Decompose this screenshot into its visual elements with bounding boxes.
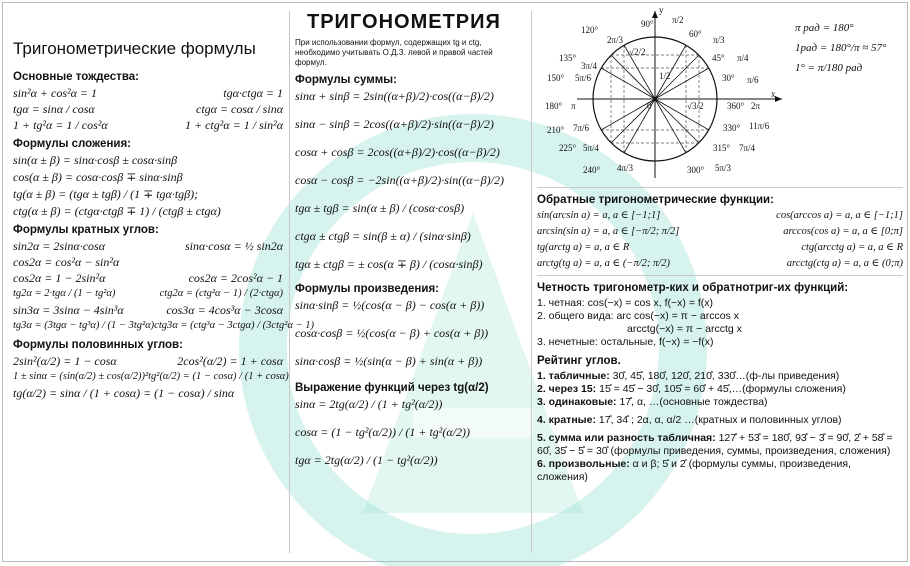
right-column xyxy=(531,3,909,561)
left-title: Тригонометрические формулы xyxy=(13,39,256,58)
angle-rad: 5π/3 xyxy=(715,163,732,173)
angle-deg: 210° xyxy=(547,125,565,135)
formula: tgα = sinα / cosα xyxy=(13,102,95,116)
formula: cos2α = 1 − 2sin²α xyxy=(13,271,106,285)
rating-item: 2. через 15: 15̊ = 45̊ − 30̊, 105̊ = 60̊ + 45̊,…(формулы сложения) xyxy=(537,383,846,395)
angle-rad: 5π/4 xyxy=(583,143,600,153)
angle-deg: 120° xyxy=(581,25,599,35)
axis-y-label: y xyxy=(659,5,664,15)
rating-item: 5. сумма или разность табличная: 127̊ + 53̊ = 180̊, 93̊ − 3̊ = 90̊, 2̊ + 58̊ = 60̊, 35̊ − 5̊ = 30̊ (формулы приведения, суммы, произведения, сложения) xyxy=(537,432,893,457)
angle-rad: 5π/6 xyxy=(575,73,592,83)
angle-deg: 135° xyxy=(559,53,577,63)
angle-rad: π/3 xyxy=(713,35,725,45)
value-label: 1/2 xyxy=(659,71,671,81)
page-title: ТРИГОНОМЕТРИЯ xyxy=(307,11,501,33)
angle-rad: 2π xyxy=(751,101,761,111)
formula: sinα·sinβ = ½(cos(α − β) − cos(α + β)) xyxy=(295,298,485,312)
angle-rad: 2π/3 xyxy=(607,35,624,45)
formula: cos(α ± β) = cosα·cosβ ∓ sinα·sinβ xyxy=(13,170,183,184)
formula: arctg(tg a) = a, a ∈ (−π/2; π/2) xyxy=(537,258,670,269)
formula: 1 + ctg²α = 1 / sin²α xyxy=(185,118,283,132)
formula: cosα + cosβ = 2cos((α+β)/2)·cos((α−β)/2) xyxy=(295,145,500,159)
value-label: √2/2 xyxy=(629,47,646,57)
formula: tg(α/2) = sinα / (1 + cosα) = (1 − cosα) / sinα xyxy=(13,386,235,400)
formula: tgα ± tgβ = sin(α ± β) / (cosα·cosβ) xyxy=(295,201,465,215)
formula: sin(arcsin a) = a, a ∈ [−1;1] xyxy=(537,210,661,221)
odz-note: При использовании формул, содержащих tg и ctg, необходимо учитывать О.Д.З. левой и правой частей формул. xyxy=(295,38,493,67)
formula: sinα = 2tg(α/2) / (1 + tg²(α/2)) xyxy=(295,397,443,411)
rating-item: 1. табличные: 30̊, 45̊, 180̊, 120̊, 210̊, 330̊…(ф-лы приведения) xyxy=(537,370,840,382)
section-heading: Формулы половинных углов: xyxy=(13,339,183,351)
angle-rad: 3π/4 xyxy=(581,61,598,71)
formula: ctg3α = (ctg³α − 3ctgα) / (3ctg²α − 1) xyxy=(154,320,314,331)
formula: ctg(α ± β) = (ctgα·ctgβ ∓ 1) / (ctgβ ± ctgα) xyxy=(13,204,221,218)
formula: cosα − cosβ = −2sin((α+β)/2)·sin((α−β)/2) xyxy=(295,173,504,187)
formula: tgα ± ctgβ = ± cos(α ∓ β) / (cosα·sinβ) xyxy=(295,257,483,271)
angle-units xyxy=(795,15,895,81)
angle-deg: 240° xyxy=(583,165,601,175)
formula: cos2α = 2cos²α − 1 xyxy=(188,271,283,285)
parity-line: 3. нечетные: остальные, f(−x) = −f(x) xyxy=(537,336,714,348)
formula: ctg2α = (ctg²α − 1) / (2·ctgα) xyxy=(159,288,283,299)
angle-deg: 45° xyxy=(712,53,725,63)
formula: arccos(cos a) = a, a ∈ [0;π] xyxy=(783,226,903,237)
formula: 1 + tg²α = 1 / cos²α xyxy=(13,118,108,132)
angle-deg: 330° xyxy=(723,123,741,133)
origin-label: 0 xyxy=(647,101,652,111)
formula: arcctg(ctg a) = a, a ∈ (0;π) xyxy=(786,258,903,269)
formula: cos3α = 4cos³α − 3cosα xyxy=(166,303,283,317)
formula: tgα·ctgα = 1 xyxy=(223,86,283,100)
unit-formula: 1° = π/180 рад xyxy=(795,62,863,74)
formula: 2cos²(α/2) = 1 + cosα xyxy=(177,354,283,368)
formula: sinα·cosβ = ½(sin(α − β) + sin(α + β)) xyxy=(295,354,483,368)
unit-circle-diagram xyxy=(537,3,787,183)
angle-rad: π xyxy=(571,101,576,111)
section-heading: Рейтинг углов. xyxy=(537,355,621,367)
section-heading: Формулы произведения: xyxy=(295,283,439,295)
section-heading: Выражение функций через tg(α/2) xyxy=(295,382,489,394)
formula: tg2α = 2·tgα / (1 − tg²α) xyxy=(13,288,116,299)
formula: tg²(α/2) = (1 − cosα) / (1 + cosα) xyxy=(148,371,289,382)
angle-deg: 30° xyxy=(722,73,735,83)
angle-deg: 150° xyxy=(547,73,565,83)
formula: cosα·cosβ = ½(cos(α − β) + cos(α + β)) xyxy=(295,326,489,340)
angle-deg: 360° xyxy=(727,101,745,111)
formula: ctgα = cosα / sinα xyxy=(196,102,283,116)
angle-deg: 180° xyxy=(545,101,563,111)
parity-line: arcctg(−x) = π − arcctg x xyxy=(627,323,742,335)
unit-formula: 1рад = 180°/π ≈ 57° xyxy=(795,42,887,54)
rating-item: 4. кратные: 17̊, 34̊ ; 2α, α, α/2 …(кратных и половинных углов) xyxy=(537,414,842,426)
formula: sinα − sinβ = 2cos((α+β)/2)·sin((α−β)/2) xyxy=(295,117,494,131)
formula: tgα = 2tg(α/2) / (1 − tg²(α/2)) xyxy=(295,453,438,467)
formula: sin(α ± β) = sinα·cosβ ± cosα·sinβ xyxy=(13,153,178,167)
formula: sin3α = 3sinα − 4sin³α xyxy=(13,303,124,317)
section-heading: Формулы суммы: xyxy=(295,74,397,86)
section-heading: Четность тригонометр-ких и обратнотриг-их функций: xyxy=(537,282,849,294)
angle-deg: 225° xyxy=(559,143,577,153)
formula: tg(α ± β) = (tgα ± tgβ) / (1 ∓ tgα·tgβ); xyxy=(13,187,199,201)
section-heading: Формулы сложения: xyxy=(13,138,132,150)
left-column xyxy=(3,3,314,561)
angle-rad: π/6 xyxy=(747,75,759,85)
formula: tg(arctg a) = a, a ∈ R xyxy=(537,242,630,253)
unit-formula: π рад = 180° xyxy=(795,22,854,34)
formula: sinα·cosα = ½ sin2α xyxy=(185,239,283,253)
angle-rad: 7π/4 xyxy=(739,143,756,153)
section-heading: Обратные тригонометрические функции: xyxy=(537,194,774,206)
section-heading: Формулы кратных углов: xyxy=(13,224,159,236)
rating-item: 6. произвольные: α и β; 5̊ и 2̊ (формулы суммы, произведения, сложения) xyxy=(537,458,851,483)
formula: cos(arccos a) = a, a ∈ [−1;1] xyxy=(776,210,903,221)
angle-rad: π/2 xyxy=(672,15,684,25)
angle-deg: 300° xyxy=(687,165,705,175)
formula: ctgα ± ctgβ = sin(β ± α) / (sinα·sinβ) xyxy=(295,229,471,243)
formula: tg3α = (3tgα − tg³α) / (1 − 3tg²α) xyxy=(13,320,155,331)
formula: sin²α + cos²α = 1 xyxy=(13,86,97,100)
formula: cosα = (1 − tg²(α/2)) / (1 + tg²(α/2)) xyxy=(295,425,471,439)
formula: sin2α = 2sinα·cosα xyxy=(13,239,105,253)
section-heading: Основные тождества: xyxy=(13,71,139,83)
angle-deg: 90° xyxy=(641,19,654,29)
angle-deg: 60° xyxy=(689,29,702,39)
angle-rad: 4π/3 xyxy=(617,163,634,173)
formula: arcsin(sin a) = a, a ∈ [−π/2; π/2] xyxy=(537,226,680,237)
formula: sinα + sinβ = 2sin((α+β)/2)·cos((α−β)/2) xyxy=(295,89,494,103)
parity-line: 2. общего вида: arc cos(−x) = π − arccos x xyxy=(537,310,739,322)
angle-rad: 7π/6 xyxy=(573,123,590,133)
formula: 2sin²(α/2) = 1 − cosα xyxy=(13,354,117,368)
value-label: √3/2 xyxy=(687,101,704,111)
axis-x-label: x xyxy=(771,89,776,99)
rating-item: 3. одинаковые: 17̊, α, …(основные тождества) xyxy=(537,396,768,408)
formula: 1 ± sinα = (sin(α/2) ± cos(α/2))² xyxy=(13,371,149,382)
angle-deg: 315° xyxy=(713,143,731,153)
unit-circle xyxy=(537,3,903,183)
formula: ctg(arcctg a) = a, a ∈ R xyxy=(801,242,903,253)
parity-line: 1. четная: cos(−x) = cos x, f(−x) = f(x) xyxy=(537,297,714,309)
formula: cos2α = cos²α − sin²α xyxy=(13,255,120,269)
angle-rad: π/4 xyxy=(737,53,749,63)
formula-sheet xyxy=(2,2,908,562)
middle-column xyxy=(289,3,531,561)
angle-rad: 11π/6 xyxy=(749,121,770,131)
